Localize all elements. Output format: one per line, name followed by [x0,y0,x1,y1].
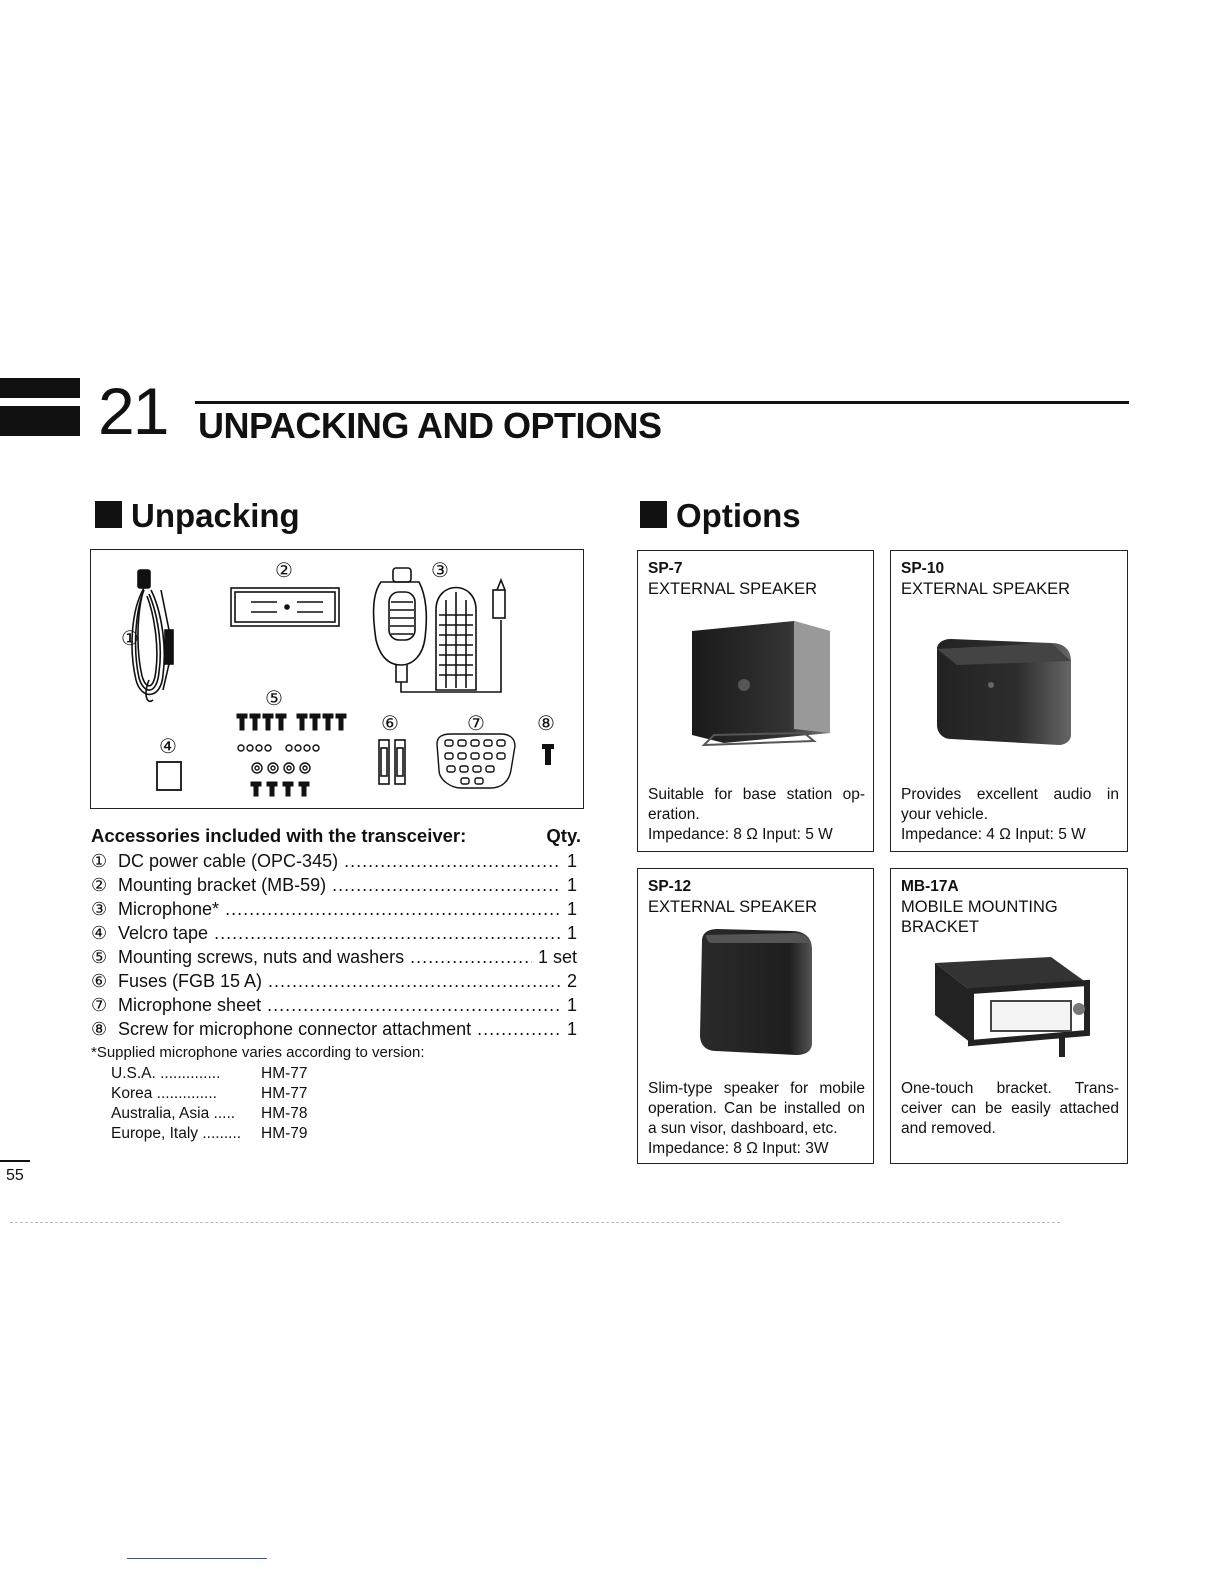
heading-square-icon [95,501,122,528]
page-number-rule [0,1160,30,1162]
list-item: ④ Velcro tape ..... 1 [91,921,577,945]
option-model: SP-10 [901,560,945,577]
version-row: Europe, Italy ......... HM-79 [111,1125,308,1142]
option-description: Provides excellent audio in your vehicle. [901,786,1119,823]
callout-7: ⑦ [467,713,485,735]
unpacking-heading: Unpacking [95,496,300,536]
chapter-bar-top [0,378,80,398]
chapter-bar-bottom [0,406,80,436]
list-item: ① DC power cable (OPC-345) ..... 1 [91,849,577,873]
callout-8: ⑧ [537,713,555,735]
option-type: MOBILE MOUNTING BRACKET [901,898,1058,936]
list-item: ⑧ Screw for microphone connector attachment ..... 1 [91,1017,577,1041]
callout-5: ⑤ [265,688,283,710]
callout-1: ① [121,628,139,650]
option-description: Slim-type speaker for mobile operation. Can be installed on a sun visor, dashboard, etc. [648,1080,865,1137]
chapter-rule [195,401,1129,404]
list-item: ⑦ Microphone sheet ..... 1 [91,993,577,1017]
list-item: ③ Microphone* ..... 1 [91,897,577,921]
option-model: SP-12 [648,878,692,895]
velcro-tape-icon [157,762,181,790]
sp-12-speaker-photo [692,925,818,1059]
options-heading: Options [640,496,801,536]
option-description: Suitable for base station op-eration. [648,786,865,823]
option-mb-17a [890,868,1128,1164]
qty-heading: Qty. [546,825,581,846]
list-item: ⑥ Fuses (FGB 15 A) ..... 2 [91,969,577,993]
version-row: Korea .............. HM-77 [111,1085,308,1102]
sp-7-speaker-photo [684,617,834,749]
option-impedance: Impedance: 8 Ω Input: 5 W [648,826,833,843]
microphone-version-note: *Supplied microphone varies according to version: [91,1044,425,1061]
option-description: One-touch bracket. Trans-ceiver can be easily attached and removed. [901,1080,1119,1137]
page-number: 55 [6,1167,24,1184]
microphone-icon [374,568,505,692]
connector-screw-icon [542,744,554,765]
option-impedance: Impedance: 4 Ω Input: 5 W [901,826,1086,843]
option-type: EXTERNAL SPEAKER [648,580,818,598]
chapter-title: UNPACKING AND OPTIONS [198,405,662,446]
callout-4: ④ [159,736,177,758]
version-row: Australia, Asia ..... HM-78 [111,1105,308,1122]
option-sp-7 [637,550,874,852]
option-model: MB-17A [901,878,959,895]
chapter-number: 21 [98,374,168,448]
scan-artifact-line [10,1222,1060,1223]
accessories-list-heading: Accessories included with the transceiver: Qty. [91,825,581,846]
callout-6: ⑥ [381,713,399,735]
mb-17a-bracket-photo [931,953,1091,1063]
list-item: ⑤ Mounting screws, nuts and washers ..... 1 set [91,945,577,969]
mounting-screws-icon [237,714,346,796]
list-item: ② Mounting bracket (MB-59) ..... 1 [91,873,577,897]
option-type: EXTERNAL SPEAKER [648,898,818,916]
option-model: SP-7 [648,560,683,577]
mounting-bracket-icon [231,588,339,626]
bottom-rule [127,1558,267,1559]
heading-square-icon [640,501,667,528]
accessories-drawing [91,550,582,807]
sp-10-speaker-photo [931,635,1077,747]
version-row: U.S.A. .............. HM-77 [111,1065,308,1082]
fuses-icon [379,740,405,784]
option-sp-10 [890,550,1128,852]
option-impedance: Impedance: 8 Ω Input: 3W [648,1140,829,1157]
accessories-illustration [90,549,584,809]
microphone-sheet-icon [437,734,515,788]
callout-2: ② [275,560,293,582]
option-type: EXTERNAL SPEAKER [901,580,1071,598]
callout-3: ③ [431,560,449,582]
option-sp-12 [637,868,874,1164]
